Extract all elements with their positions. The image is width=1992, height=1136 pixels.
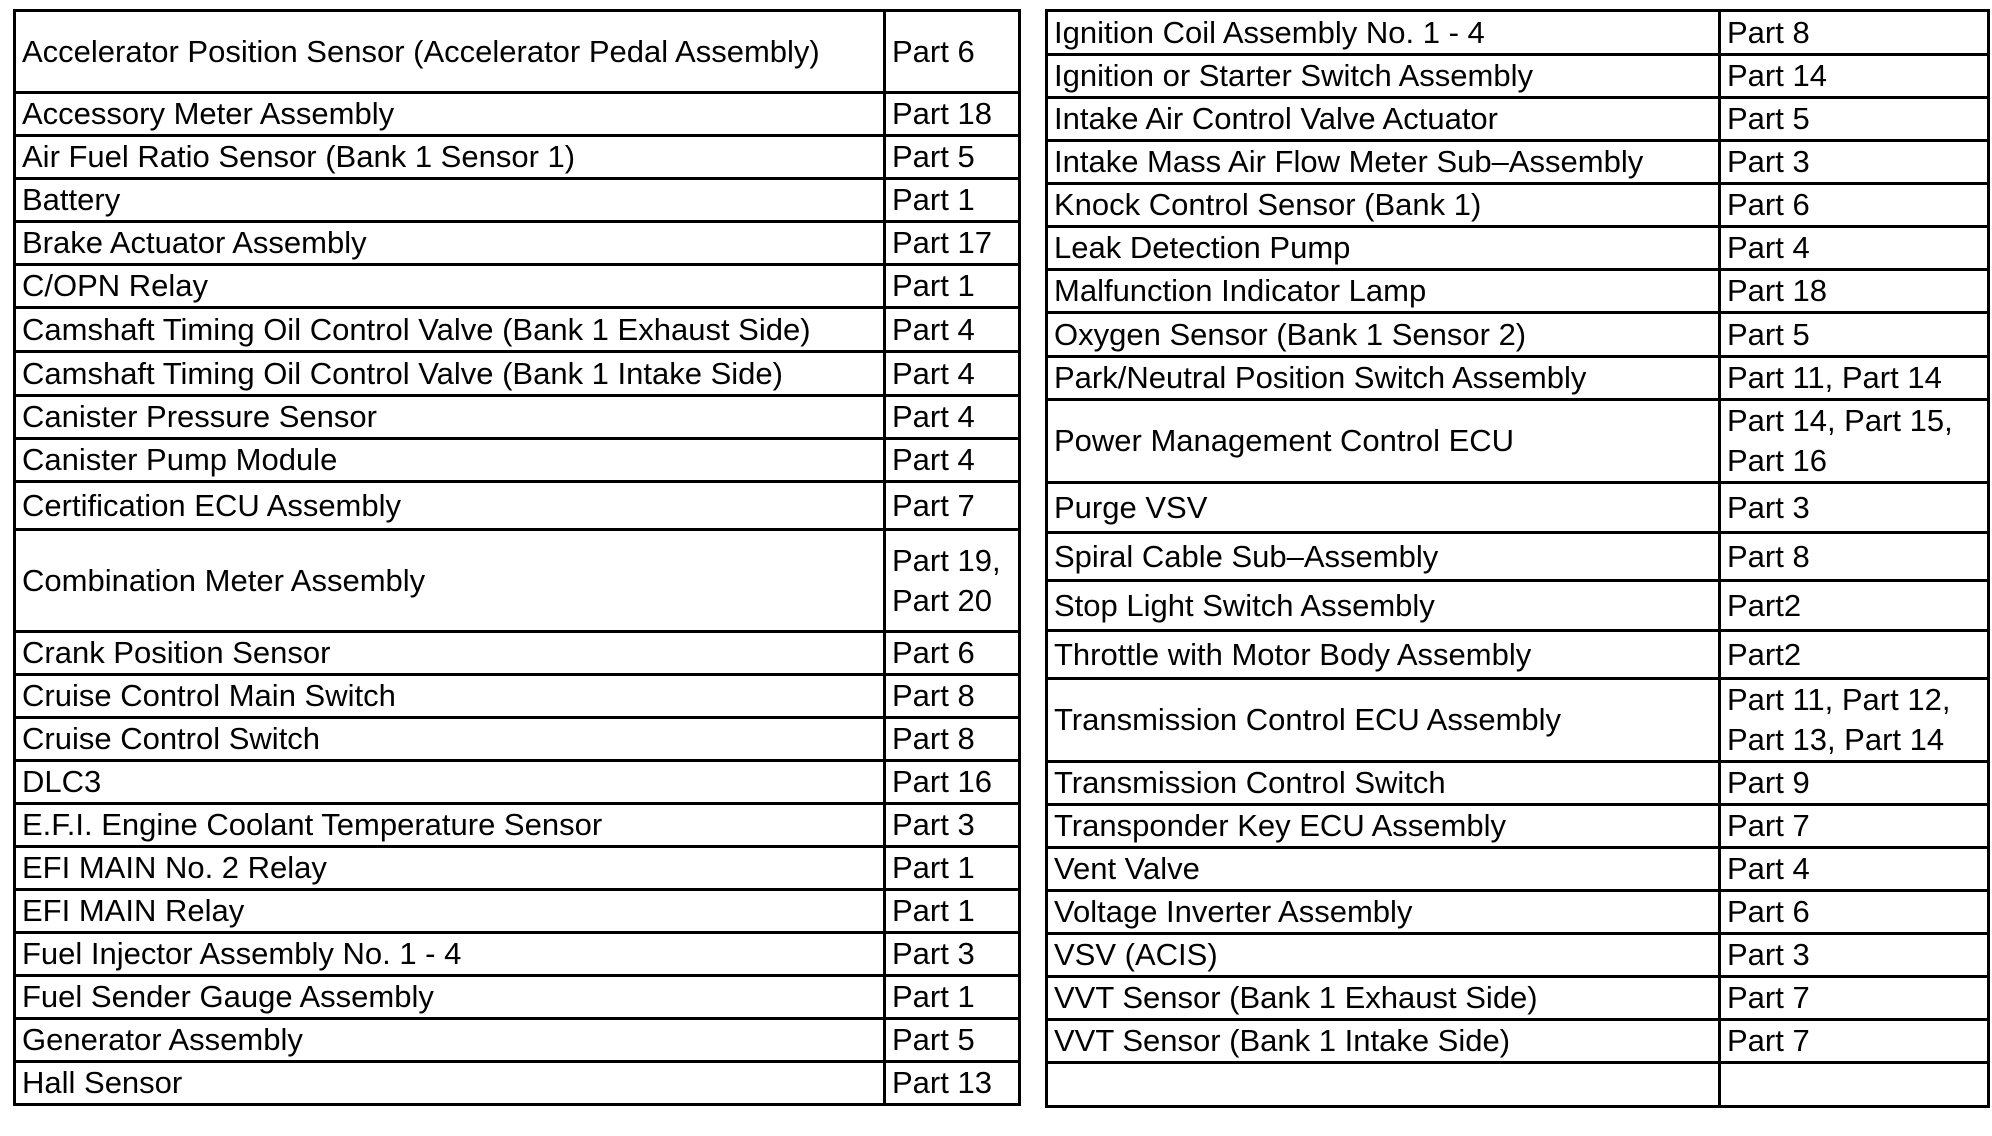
component-cell: Air Fuel Ratio Sensor (Bank 1 Sensor 1) (15, 136, 885, 179)
component-cell: Canister Pressure Sensor (15, 396, 885, 439)
table-row (15, 804, 1020, 847)
table-row (15, 396, 1020, 439)
table-row (15, 890, 1020, 933)
part-cell: Part 6 (1720, 891, 1989, 934)
part-cell: Part 1 (885, 265, 1020, 308)
table-row (15, 1062, 1020, 1105)
part-cell: Part 8 (885, 718, 1020, 761)
component-cell: Certification ECU Assembly (15, 482, 885, 530)
component-cell: Brake Actuator Assembly (15, 222, 885, 265)
part-cell: Part 5 (885, 136, 1020, 179)
part-cell: Part 14, Part 15, Part 16 (1720, 400, 1989, 483)
part-cell: Part 3 (885, 933, 1020, 976)
table-row (15, 1019, 1020, 1062)
table-row (15, 482, 1020, 530)
part-cell: Part 7 (885, 482, 1020, 530)
component-cell: Voltage Inverter Assembly (1047, 891, 1720, 934)
table-row (15, 179, 1020, 222)
table-row (1047, 1020, 1989, 1063)
table-row (15, 136, 1020, 179)
component-cell: Intake Air Control Valve Actuator (1047, 98, 1720, 141)
component-cell: Accessory Meter Assembly (15, 93, 885, 136)
part-cell: Part2 (1720, 631, 1989, 679)
component-cell: Knock Control Sensor (Bank 1) (1047, 184, 1720, 227)
table-row (1047, 762, 1989, 805)
component-cell: Ignition Coil Assembly No. 1 - 4 (1047, 11, 1720, 55)
component-cell: Cruise Control Main Switch (15, 675, 885, 718)
parts-index-page (13, 9, 1990, 1109)
table-row (1047, 11, 1989, 55)
part-cell: Part 3 (1720, 141, 1989, 184)
part-cell: Part 14 (1720, 55, 1989, 98)
component-cell: E.F.I. Engine Coolant Temperature Sensor (15, 804, 885, 847)
part-cell: Part 7 (1720, 1020, 1989, 1063)
part-cell: Part 8 (1720, 11, 1989, 55)
component-cell: Transmission Control ECU Assembly (1047, 679, 1720, 762)
table-row (1047, 631, 1989, 679)
table-row (15, 11, 1020, 93)
component-cell: Hall Sensor (15, 1062, 885, 1105)
table-row (1047, 891, 1989, 934)
part-cell: Part 18 (885, 93, 1020, 136)
table-row (15, 632, 1020, 675)
component-cell (1047, 1063, 1720, 1107)
table-row (1047, 934, 1989, 977)
part-cell: Part 3 (1720, 483, 1989, 533)
component-cell: DLC3 (15, 761, 885, 804)
table-row (15, 933, 1020, 976)
component-cell: Combination Meter Assembly (15, 530, 885, 632)
component-cell: Leak Detection Pump (1047, 227, 1720, 270)
component-cell: Purge VSV (1047, 483, 1720, 533)
part-cell: Part 7 (1720, 805, 1989, 848)
part-cell: Part 5 (1720, 98, 1989, 141)
component-cell: Generator Assembly (15, 1019, 885, 1062)
component-cell: Fuel Sender Gauge Assembly (15, 976, 885, 1019)
table-row (1047, 1063, 1989, 1107)
table-row (15, 222, 1020, 265)
part-cell: Part 11, Part 14 (1720, 357, 1989, 400)
part-cell: Part 8 (1720, 533, 1989, 581)
table-row (15, 761, 1020, 804)
part-cell: Part 17 (885, 222, 1020, 265)
table-row (15, 675, 1020, 718)
component-cell: C/OPN Relay (15, 265, 885, 308)
part-cell: Part 1 (885, 890, 1020, 933)
component-cell: Vent Valve (1047, 848, 1720, 891)
part-cell: Part 9 (1720, 762, 1989, 805)
table-row (1047, 400, 1989, 483)
part-cell: Part 4 (885, 396, 1020, 439)
component-cell: EFI MAIN Relay (15, 890, 885, 933)
component-cell: Camshaft Timing Oil Control Valve (Bank 1 Intake Side) (15, 352, 885, 396)
part-cell: Part 4 (1720, 848, 1989, 891)
table-row (1047, 533, 1989, 581)
right-parts-table (1045, 9, 1990, 1108)
part-cell (1720, 1063, 1989, 1107)
part-cell: Part 4 (885, 439, 1020, 482)
part-cell: Part 4 (885, 308, 1020, 352)
part-cell: Part 1 (885, 847, 1020, 890)
table-row (1047, 184, 1989, 227)
component-cell: Cruise Control Switch (15, 718, 885, 761)
component-cell: Spiral Cable Sub–Assembly (1047, 533, 1720, 581)
table-row (15, 530, 1020, 632)
table-row (1047, 483, 1989, 533)
component-cell: VVT Sensor (Bank 1 Exhaust Side) (1047, 977, 1720, 1020)
part-cell: Part 1 (885, 976, 1020, 1019)
table-row (1047, 977, 1989, 1020)
table-row (1047, 357, 1989, 400)
part-cell: Part 13 (885, 1062, 1020, 1105)
part-cell: Part 1 (885, 179, 1020, 222)
part-cell: Part 6 (1720, 184, 1989, 227)
table-row (1047, 55, 1989, 98)
table-row (1047, 141, 1989, 184)
part-cell: Part 3 (885, 804, 1020, 847)
table-row (15, 265, 1020, 308)
component-cell: Intake Mass Air Flow Meter Sub–Assembly (1047, 141, 1720, 184)
component-cell: Oxygen Sensor (Bank 1 Sensor 2) (1047, 313, 1720, 357)
part-cell: Part 6 (885, 632, 1020, 675)
table-row (15, 718, 1020, 761)
part-cell: Part 7 (1720, 977, 1989, 1020)
component-cell: EFI MAIN No. 2 Relay (15, 847, 885, 890)
left-parts-table (13, 9, 1021, 1106)
table-row (15, 847, 1020, 890)
table-row (15, 439, 1020, 482)
part-cell: Part 8 (885, 675, 1020, 718)
part-cell: Part 5 (885, 1019, 1020, 1062)
component-cell: Ignition or Starter Switch Assembly (1047, 55, 1720, 98)
part-cell: Part 11, Part 12, Part 13, Part 14 (1720, 679, 1989, 762)
table-row (1047, 98, 1989, 141)
component-cell: Crank Position Sensor (15, 632, 885, 675)
table-row (1047, 313, 1989, 357)
table-row (1047, 227, 1989, 270)
table-row (15, 976, 1020, 1019)
table-row (15, 93, 1020, 136)
table-row (15, 308, 1020, 352)
component-cell: Transmission Control Switch (1047, 762, 1720, 805)
part-cell: Part 3 (1720, 934, 1989, 977)
table-row (1047, 805, 1989, 848)
component-cell: Battery (15, 179, 885, 222)
component-cell: Canister Pump Module (15, 439, 885, 482)
part-cell: Part 19, Part 20 (885, 530, 1020, 632)
table-row (1047, 679, 1989, 762)
part-cell: Part 5 (1720, 313, 1989, 357)
component-cell: Park/Neutral Position Switch Assembly (1047, 357, 1720, 400)
component-cell: Fuel Injector Assembly No. 1 - 4 (15, 933, 885, 976)
component-cell: VSV (ACIS) (1047, 934, 1720, 977)
part-cell: Part 18 (1720, 270, 1989, 313)
component-cell: Accelerator Position Sensor (Accelerator Pedal Assembly) (15, 11, 885, 93)
part-cell: Part 4 (885, 352, 1020, 396)
component-cell: Power Management Control ECU (1047, 400, 1720, 483)
component-cell: Transponder Key ECU Assembly (1047, 805, 1720, 848)
part-cell: Part2 (1720, 581, 1989, 631)
table-row (1047, 581, 1989, 631)
part-cell: Part 6 (885, 11, 1020, 93)
component-cell: Throttle with Motor Body Assembly (1047, 631, 1720, 679)
component-cell: Malfunction Indicator Lamp (1047, 270, 1720, 313)
component-cell: Stop Light Switch Assembly (1047, 581, 1720, 631)
table-row (1047, 270, 1989, 313)
component-cell: Camshaft Timing Oil Control Valve (Bank 1 Exhaust Side) (15, 308, 885, 352)
table-row (15, 352, 1020, 396)
part-cell: Part 16 (885, 761, 1020, 804)
part-cell: Part 4 (1720, 227, 1989, 270)
table-row (1047, 848, 1989, 891)
component-cell: VVT Sensor (Bank 1 Intake Side) (1047, 1020, 1720, 1063)
